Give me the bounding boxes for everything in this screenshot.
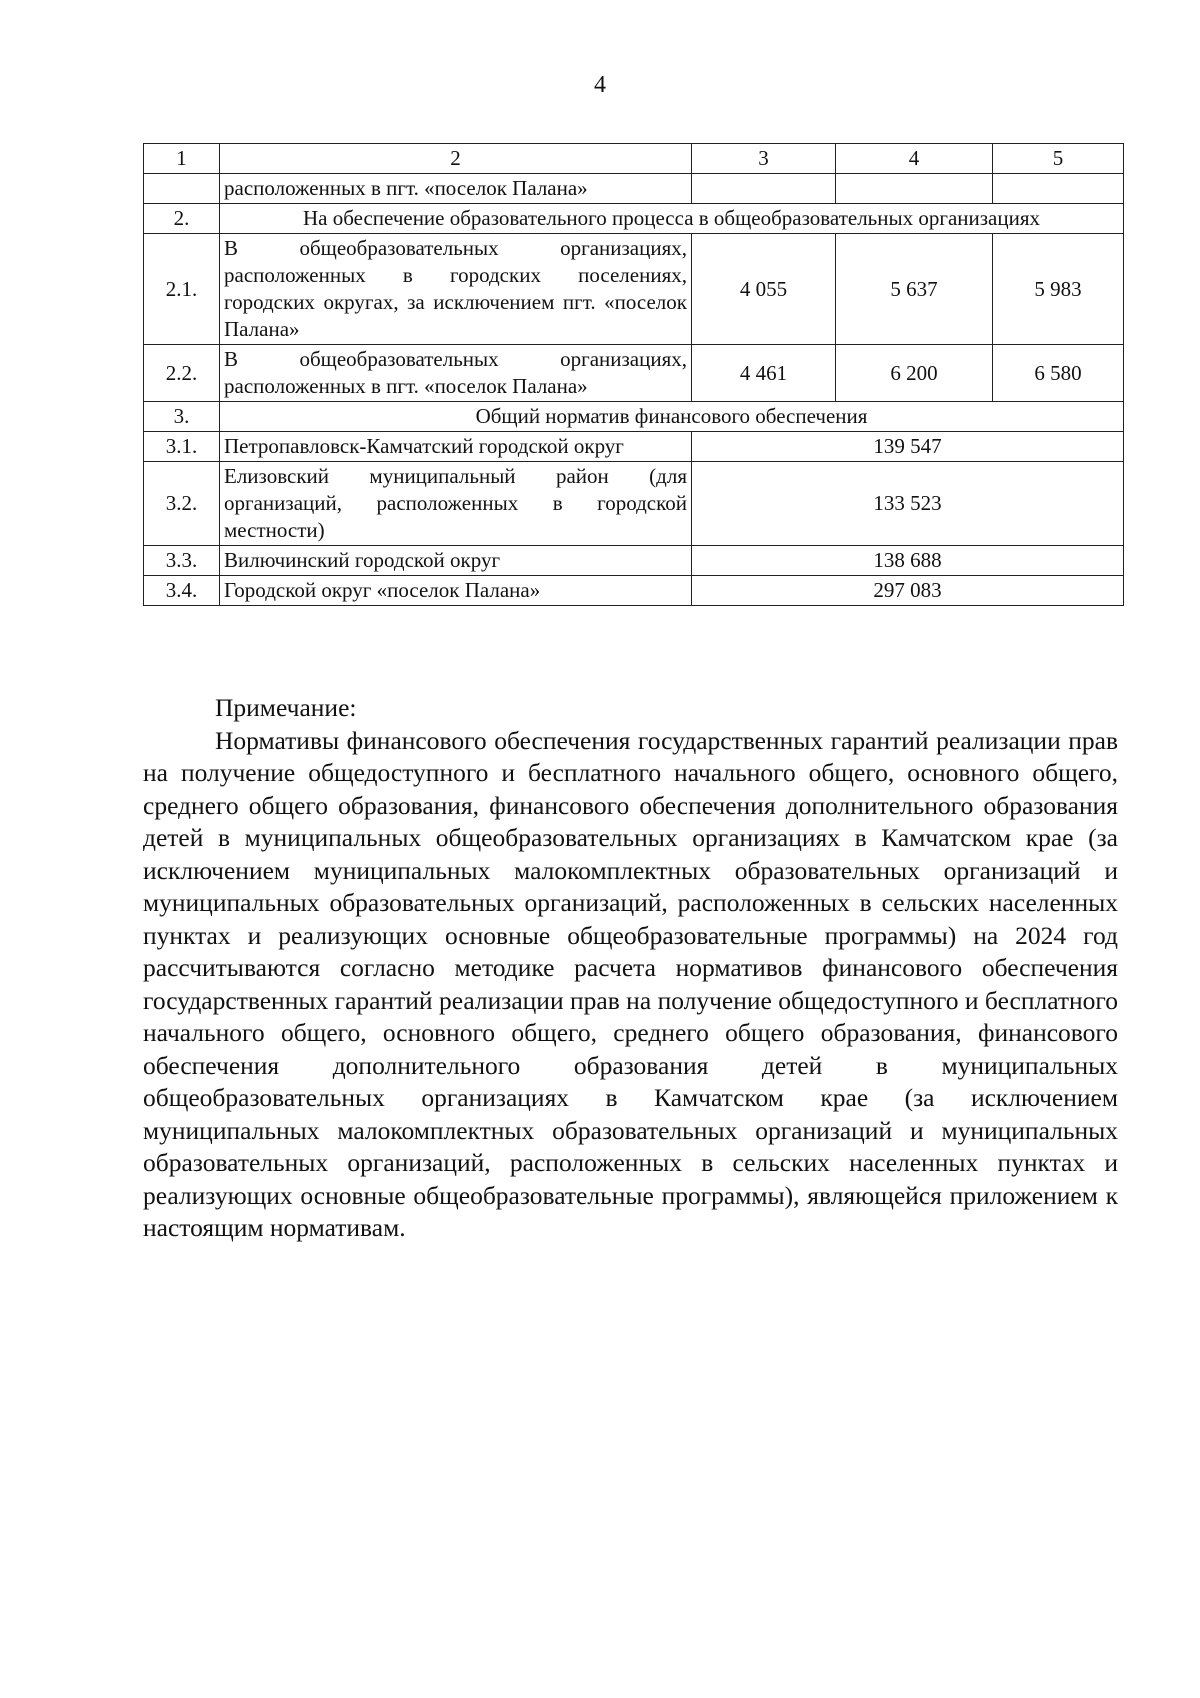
column-header: 3 xyxy=(692,144,836,174)
note-title: Примечание: xyxy=(215,693,357,722)
row-text: Петропавловск-Камчатский городской округ xyxy=(220,432,692,462)
row-text: Городской округ «поселок Палана» xyxy=(220,576,692,606)
row-value xyxy=(993,174,1124,204)
row-text: расположенных в пгт. «поселок Палана» xyxy=(220,174,692,204)
table-section-row xyxy=(144,402,1124,432)
table-section-row xyxy=(144,204,1124,234)
table-row xyxy=(144,462,1124,546)
section-title: На обеспечение образовательного процесса в общеобразовательных организациях xyxy=(220,204,1124,234)
row-value: 5 983 xyxy=(993,234,1124,345)
row-number: 3. xyxy=(144,402,220,432)
row-number: 3.4. xyxy=(144,576,220,606)
column-header: 4 xyxy=(836,144,993,174)
row-number xyxy=(144,174,220,204)
row-value: 133 523 xyxy=(692,462,1124,546)
row-value: 4 055 xyxy=(692,234,836,345)
table-row xyxy=(144,345,1124,402)
row-value: 4 461 xyxy=(692,345,836,402)
row-value: 5 637 xyxy=(836,234,993,345)
page-number: 4 xyxy=(594,72,606,98)
table-header-row xyxy=(144,144,1124,174)
norms-table xyxy=(143,143,1124,606)
row-value xyxy=(692,174,836,204)
table-row xyxy=(144,546,1124,576)
row-text: В общеобразовательных организациях, расположенных в пгт. «поселок Палана» xyxy=(220,345,692,402)
row-number: 2.1. xyxy=(144,234,220,345)
row-value: 138 688 xyxy=(692,546,1124,576)
row-number: 2.2. xyxy=(144,345,220,402)
column-header: 5 xyxy=(993,144,1124,174)
column-header: 2 xyxy=(220,144,692,174)
column-header: 1 xyxy=(144,144,220,174)
table-row xyxy=(144,234,1124,345)
section-title: Общий норматив финансового обеспечения xyxy=(220,402,1124,432)
row-text: Вилючинский городской округ xyxy=(220,546,692,576)
row-number: 3.2. xyxy=(144,462,220,546)
note-section xyxy=(143,692,1118,1245)
row-value: 6 580 xyxy=(993,345,1124,402)
row-number: 3.3. xyxy=(144,546,220,576)
note-body: Нормативы финансового обеспечения государственных гарантий реализации прав на получение общедоступного и бесплатного начального общего, основного общего, среднего общего образования, финансового обеспечения дополнительного образования детей в муниципальных общеобразовательных организациях в Камчатском крае (за исключением муниципальных малокомплектных образовательных организаций и муниципальных образовательных организаций, расположенных в сельских населенных пунктах и реализующих основные общеобразовательные программы) на 2024 год рассчитываются согласно методике расчета нормативов финансового обеспечения государственных гарантий реализации прав на получение общедоступного и бесплатного начального общего, основного общего, среднего общего образования, финансового обеспечения дополнительного образования детей в муниципальных общеобразовательных организациях в Камчатском крае (за исключением муниципальных малокомплектных образовательных организаций и муниципальных образовательных организаций, расположенных в сельских населенных пунктах и реализующих основные общеобразовательные программы), являющейся приложением к настоящим нормативам. xyxy=(143,725,1118,1242)
row-value: 139 547 xyxy=(692,432,1124,462)
row-text: В общеобразовательных организациях, расположенных в городских поселениях, городских округах, за исключением пгт. «поселок Палана» xyxy=(220,234,692,345)
row-value: 6 200 xyxy=(836,345,993,402)
table-row xyxy=(144,174,1124,204)
table-row xyxy=(144,432,1124,462)
row-text: Елизовский муниципальный район (для организаций, расположенных в городской местности) xyxy=(220,462,692,546)
row-value xyxy=(836,174,993,204)
row-number: 3.1. xyxy=(144,432,220,462)
row-number: 2. xyxy=(144,204,220,234)
row-value: 297 083 xyxy=(692,576,1124,606)
table-row xyxy=(144,576,1124,606)
